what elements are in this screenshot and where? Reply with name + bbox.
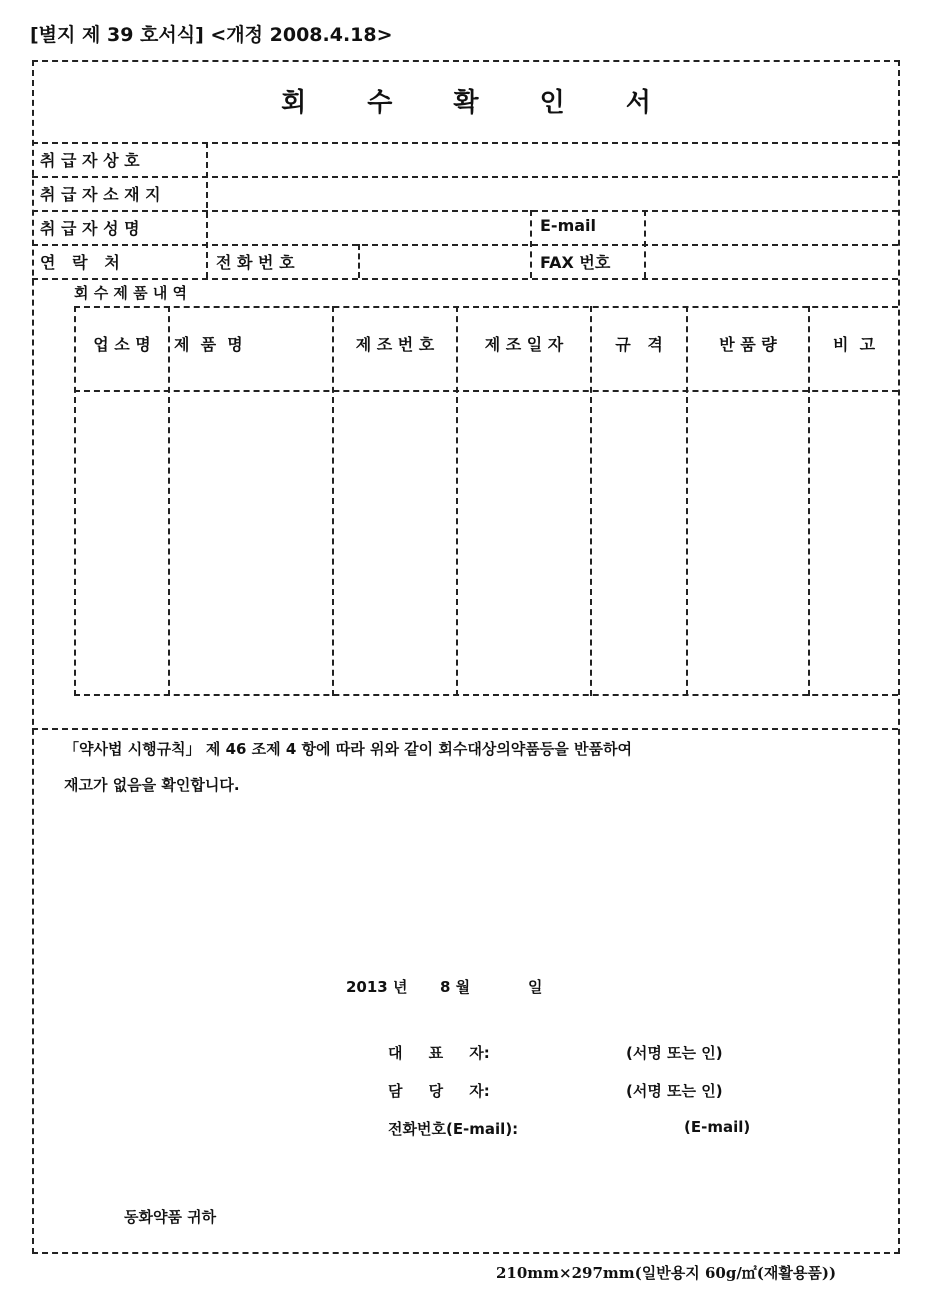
divider-title bbox=[32, 142, 898, 144]
form-title: 회 수 확 인 서 bbox=[281, 88, 651, 118]
addressee: 동화약품 귀하 bbox=[124, 1208, 217, 1226]
statement-line-2: 재고가 없음을 확인합니다. bbox=[64, 776, 240, 794]
email-label: E-mail bbox=[540, 216, 597, 235]
divider-row3 bbox=[32, 244, 898, 246]
table-col-4 bbox=[590, 306, 592, 696]
table-top bbox=[74, 306, 898, 308]
column-header-manufacture-date: 제 조 일 자 bbox=[484, 335, 564, 354]
column-header-return-qty: 반 품 량 bbox=[719, 335, 777, 354]
column-header-spec: 규 격 bbox=[615, 335, 663, 354]
person-label: 취 급 자 성 명 bbox=[40, 219, 140, 238]
table-col-1 bbox=[168, 306, 170, 696]
address-label: 취 급 자 소 재 지 bbox=[40, 185, 161, 204]
table-col-3 bbox=[456, 306, 458, 696]
table-header-bottom bbox=[74, 390, 898, 392]
company-name-label: 취 급 자 상 호 bbox=[40, 151, 140, 170]
paper-spec: 210mm×297mm(일반용지 60g/㎡(재활용품)) bbox=[496, 1264, 837, 1282]
divider-email-value-col bbox=[644, 210, 646, 278]
table-col-0 bbox=[74, 306, 76, 696]
divider-label-col bbox=[206, 142, 208, 278]
signature-manager-label: 담 당 자: bbox=[388, 1082, 490, 1100]
divider-email-col bbox=[530, 210, 532, 278]
table-col-6 bbox=[808, 306, 810, 696]
table-col-2 bbox=[332, 306, 334, 696]
form-frame bbox=[32, 60, 900, 1254]
column-header-company: 업 소 명 bbox=[93, 335, 151, 354]
signature-contact-label: 전화번호(E-mail): bbox=[388, 1120, 519, 1138]
signature-representative-label: 대 표 자: bbox=[388, 1044, 490, 1062]
fax-label: FAX 번호 bbox=[540, 253, 611, 272]
recall-section-label: 회 수 제 품 내 역 bbox=[74, 284, 188, 302]
date-day: 일 bbox=[528, 978, 543, 996]
divider-phone-col bbox=[358, 244, 360, 278]
divider-row4 bbox=[32, 278, 898, 280]
phone-label: 전 화 번 호 bbox=[216, 253, 295, 272]
statement-line-1: 「약사법 시행규칙」 제 46 조제 4 항에 따라 위와 같이 회수대상의약품등을 반품하여 bbox=[64, 740, 632, 758]
table-col-5 bbox=[686, 306, 688, 696]
contact-label: 연 락 처 bbox=[40, 253, 120, 272]
signature-representative-note: (서명 또는 인) bbox=[626, 1044, 723, 1062]
column-header-remarks: 비 고 bbox=[832, 335, 876, 354]
signature-manager-note: (서명 또는 인) bbox=[626, 1082, 723, 1100]
column-header-product: 제 품 명 bbox=[174, 335, 243, 354]
divider-row1 bbox=[32, 176, 898, 178]
divider-row2 bbox=[32, 210, 898, 212]
signature-contact-note: (E-mail) bbox=[684, 1118, 751, 1136]
column-header-lot-number: 제 조 번 호 bbox=[355, 335, 435, 354]
date-month: 8 월 bbox=[440, 978, 471, 996]
table-bottom bbox=[74, 694, 898, 696]
date-year: 2013 년 bbox=[346, 978, 408, 996]
divider-statement bbox=[32, 728, 898, 730]
form-number-label: [별지 제 39 호서식] <개정 2008.4.18> bbox=[30, 24, 393, 46]
